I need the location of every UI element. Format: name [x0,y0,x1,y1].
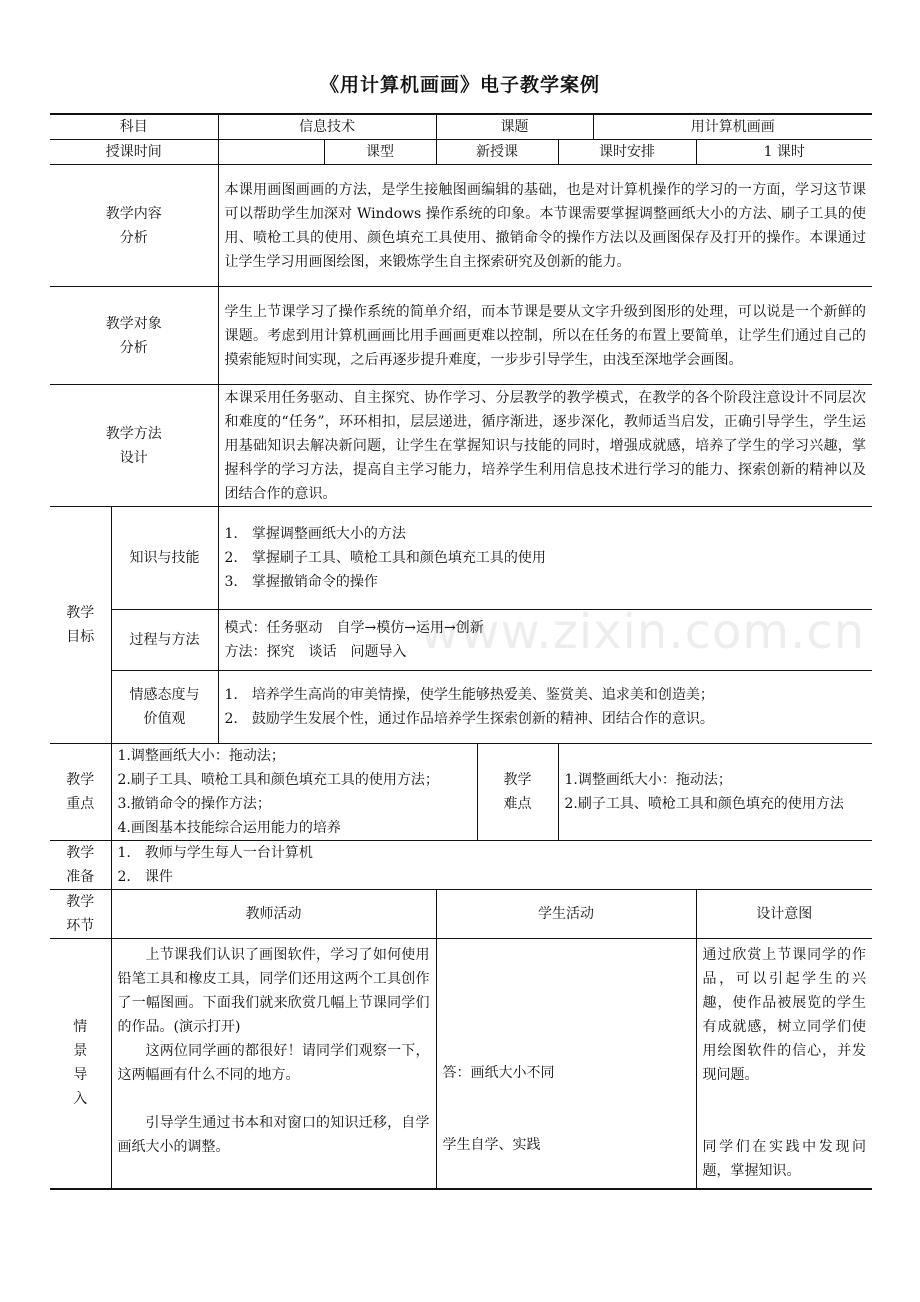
hours-label: 课时安排 [558,140,696,165]
list-item: 1.调整画纸大小：拖动法； [564,772,732,788]
goal-knowledge-row [50,507,872,610]
content-analysis-label: 教学内容 分析 [50,165,218,287]
goal-knowledge-label: 知识与技能 [111,507,218,610]
goals-label: 教学 目标 [50,507,111,744]
preparation-row [50,841,872,890]
method-design-label: 教学方法 设计 [50,385,218,507]
time-value [218,140,324,165]
preparation-list [111,841,872,890]
stage-intro-row [50,939,872,1189]
list-item: 2.刷子工具、喷枪工具和颜色填充工具的使用方法； [117,772,439,788]
stage-intro-teacher: 上节课我们认识了画图软件，学习了如何使用铅笔工具和橡皮工具，同学们还用这两个工具创作了一幅图画。下面我们就来欣赏几幅上节课同学们的作品。(演示打开) 这两位同学画的都很好！请同学们观察一下，这两幅画有什么不同的地方。 引导学生通过书本和对窗口的知识迁移，自学画纸大小的调整。 [111,939,436,1189]
difficulties-label: 教学 难点 [477,744,558,841]
goal-knowledge-list [218,507,872,610]
method-design-text: 本课采用任务驱动、自主探究、协作学习、分层教学的教学模式，在教学的各个阶段注意设计不同层次和难度的“任务”，环环相扣，层层递进，循序渐进，逐步深化，教师适当启发，正确引导学生，学生运用基础知识去解决新问题，让学生在掌握知识与技能的同时，增强成就感，培养了学生的学习兴趣，掌握科学的学习方法，提高自主学习能力，培养学生利用信息技术进行学习的能力、探索创新的精神以及团结合作的意识。 [218,385,872,507]
list-item: 2.刷子工具、喷枪工具和颜色填充的使用方法 [564,796,844,812]
list-item: 1.调整画纸大小：拖动法； [117,748,285,764]
lesson-plan-table [50,113,872,1190]
design-intent-header: 设计意图 [696,890,872,939]
subject-value: 信息技术 [218,114,436,140]
goal-process-text: 模式：任务驱动 自学→模仿→运用→创新 方法：探究 谈话 问题导入 [218,610,872,671]
process-stage-header: 教学 环节 [50,890,111,939]
keypoints-list [111,744,477,841]
content-analysis-text: 本课用画图画画的方法，是学生接触图画编辑的基础，也是对计算机操作的学习的一方面，学习这节课可以帮助学生加深对 Windows 操作系统的印象。本节课需要掌握调整画纸大小的方法、刷子工具的使用、喷枪工具的使用、颜色填充工具使用、撤销命令的操作方法以及画图保存及打开的操作。本课通过让学生学习用画图绘图，来锻炼学生自主探索研究及创新的能力。 [218,165,872,287]
keypoints-row [50,744,872,841]
topic-label: 课题 [436,114,593,140]
list-item: 1. 教师与学生每人一台计算机 [117,845,313,861]
difficulties-list [558,744,872,841]
topic-value: 用计算机画画 [593,114,872,140]
stage-intro-intent: 通过欣赏上节课同学的作品，可以引起学生的兴趣，使作品被展览的学生有成就感，树立同学们使用绘图软件的信心，并发现问题。 同学们在实践中发现问题，掌握知识。 [696,939,872,1189]
header-row-subject [50,114,872,140]
subject-label: 科目 [50,114,218,140]
method-design-row [50,385,872,507]
list-item: 1. 掌握调整画纸大小的方法 [224,526,406,542]
goal-process-label: 过程与方法 [111,610,218,671]
goal-process-row [50,610,872,671]
audience-analysis-label: 教学对象 分析 [50,287,218,385]
goal-emotion-row [50,671,872,744]
list-item: 4.画图基本技能综合运用能力的培养 [117,820,341,836]
list-item: 2. 课件 [117,869,173,885]
header-row-time [50,140,872,165]
watermark: www.zixin.com.cn [420,604,866,660]
content-analysis-row [50,165,872,287]
stage-intro-label: 情 景 导 入 [50,939,111,1189]
list-item: 3.撤销命令的操作方法； [117,796,271,812]
process-header-row [50,890,872,939]
page-title: 《用计算机画画》电子教学案例 [319,74,600,96]
time-label: 授课时间 [50,140,218,165]
list-item: 3. 掌握撤销命令的操作 [224,574,378,590]
goal-emotion-label: 情感态度与 价值观 [111,671,218,744]
stage-intro-student: 答：画纸大小不同 学生自学、实践 [436,939,696,1189]
type-value: 新授课 [436,140,558,165]
hours-value: 1 课时 [696,140,872,165]
audience-analysis-text: 学生上节课学习了操作系统的简单介绍，而本节课是要从文字升级到图形的处理，可以说是一个新鲜的课题。考虑到用计算机画画比用手画画更难以控制，所以在任务的布置上要简单，让学生们通过自己的摸索能短时间实现，之后再逐步提升难度，一步步引导学生，由浅至深地学会画图。 [218,287,872,385]
type-label: 课型 [324,140,436,165]
student-activity-header: 学生活动 [436,890,696,939]
teacher-activity-header: 教师活动 [111,890,436,939]
preparation-label: 教学 准备 [50,841,111,890]
list-item: 2. 掌握刷子工具、喷枪工具和颜色填充工具的使用 [224,550,546,566]
goal-emotion-text: 1. 培养学生高尚的审美情操，使学生能够热爱美、鉴赏美、追求美和创造美； 2. 鼓励学生发展个性，通过作品培养学生探索创新的精神、团结合作的意识。 [218,671,872,744]
audience-analysis-row [50,287,872,385]
keypoints-label: 教学 重点 [50,744,111,841]
